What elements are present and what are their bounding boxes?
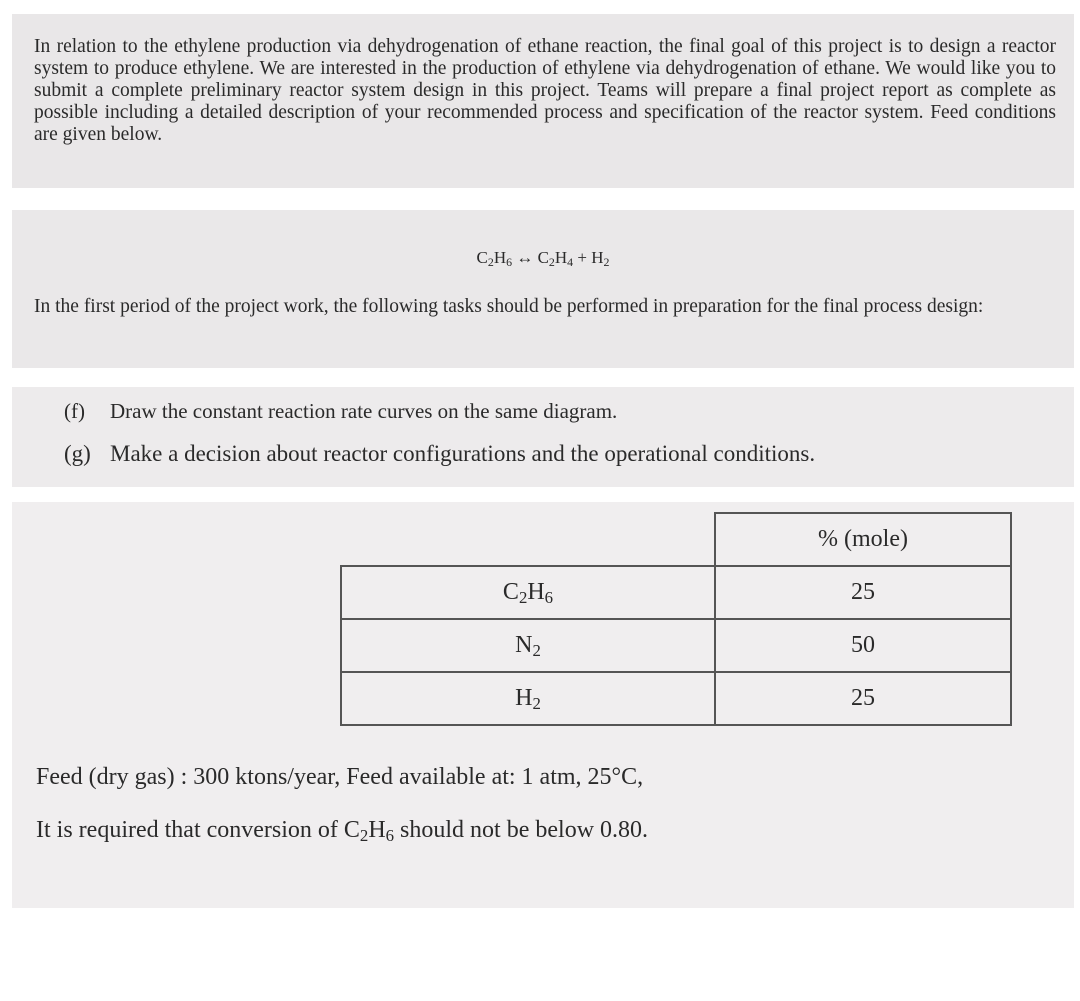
task-text: Make a decision about reactor configurations and the operational conditions.: [110, 441, 816, 466]
task-item: [64, 441, 815, 467]
first-period-text: In the first period of the project work, the following tasks should be performed in preparation for the final process design:: [34, 296, 984, 317]
value-cell: 50: [715, 619, 1011, 672]
feed-section: [12, 502, 1074, 908]
plus-sign: +: [577, 248, 587, 267]
conversion-requirement-line: It is required that conversion of $C_2H_6$ should not be below 0.80.: [36, 817, 649, 846]
reaction-equation: [12, 248, 1074, 268]
table-row: [341, 672, 1011, 725]
intro-section: [12, 14, 1074, 188]
product1-h: H: [554, 248, 568, 267]
reactant-c: C: [476, 248, 488, 267]
species-cell: $N_2$: [341, 619, 715, 672]
value-cell: 25: [715, 566, 1011, 619]
table-row: [341, 619, 1011, 672]
task-text: Draw the constant reaction rate curves on the same diagram.: [110, 399, 618, 423]
product1-c: C: [537, 248, 549, 267]
species-cell: $C_2H_6$: [341, 566, 715, 619]
task-label: (g): [64, 441, 91, 466]
product2-sub: 2: [603, 254, 610, 269]
product1-sub2: 4: [567, 254, 574, 269]
feed-composition-table: [340, 512, 1012, 726]
task-label: (f): [64, 399, 85, 423]
tasks-section: [12, 387, 1074, 487]
intro-paragraph: In relation to the ethylene production via dehydrogenation of ethane reaction, the final goal of this project is to design a reactor system to produce ethylene. We are interested in the production of ethylene via dehydrogenation of ethane. We would like you to submit a complete preliminary reactor system design in this project. Teams will prepare a final project report as complete as possible including a detailed description of your recommended process and specification of the reactor system. Feed conditions are given below.: [34, 36, 1056, 145]
species-cell: $H_2$: [341, 672, 715, 725]
equilibrium-arrow: ↔: [516, 248, 534, 267]
table-row: [341, 566, 1011, 619]
reactant-h: H: [493, 248, 507, 267]
task-item: [64, 399, 617, 424]
reactant-sub1: 2: [487, 254, 494, 269]
feed-conditions-line: Feed (dry gas) : 300 ktons/year, Feed available at: 1 atm, 25°C,: [36, 764, 644, 790]
value-cell: 25: [715, 672, 1011, 725]
product1-sub1: 2: [548, 254, 555, 269]
mole-percent-header: % (mole): [715, 513, 1011, 566]
table-header-row: [341, 513, 1011, 566]
reactant-sub2: 6: [506, 254, 513, 269]
product2-h: H: [591, 248, 604, 267]
empty-header-cell: [341, 513, 715, 566]
reaction-section: [12, 210, 1074, 368]
